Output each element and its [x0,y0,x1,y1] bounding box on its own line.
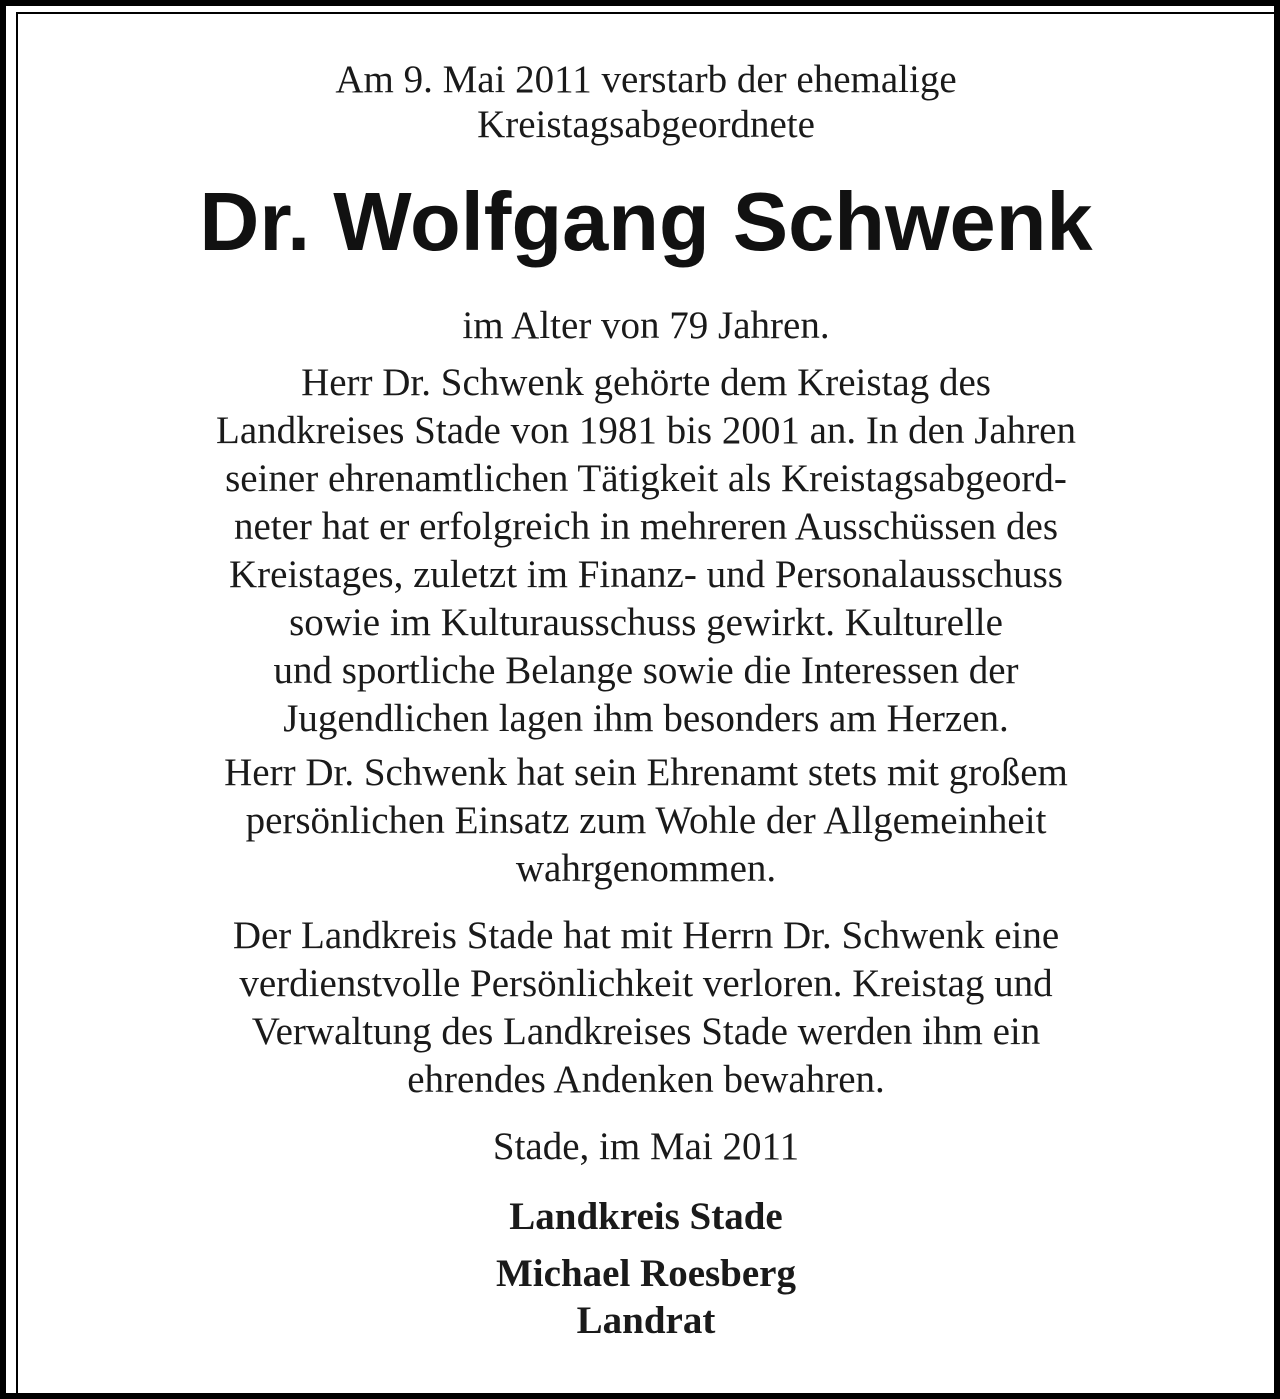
paragraph1-line: sowie im Kulturausschuss gewirkt. Kulturelle [289,601,1003,644]
paragraph3-line: Verwaltung des Landkreises Stade werden ihm ein [251,1010,1041,1053]
paragraph2-line: Herr Dr. Schwenk hat sein Ehrenamt stets mit großem [224,751,1068,794]
paragraph2-line: wahrgenommen. [515,847,777,890]
paragraph3-line: verdienstvolle Persönlichkeit verloren. Kreistag und [239,962,1053,1005]
paragraph3-line: Der Landkreis Stade hat mit Herrn Dr. Schwenk eine [232,914,1060,957]
intro-line-2: Kreistagsabgeordnete [477,103,815,146]
paragraph1-line: neter hat er erfolgreich in mehreren Ausschüssen des [233,505,1059,548]
paragraph1-line: Jugendlichen lagen ihm besonders am Herzen. [283,697,1009,740]
paragraph1-line: Kreistages, zuletzt im Finanz- und Personalausschuss [229,553,1063,596]
paragraph2-line: persönlichen Einsatz zum Wohle der Allgemeinheit [245,799,1047,842]
paragraph3-line: ehrendes Andenken bewahren. [407,1058,885,1101]
paragraph1-line: Landkreises Stade von 1981 bis 2001 an. In den Jahren [216,409,1076,452]
deceased-name: Dr. Wolfgang Schwenk [199,175,1093,268]
paragraph1-line: seiner ehrenamtlichen Tätigkeit als Kreistagsabgeord- [225,457,1067,500]
signature-organization: Landkreis Stade [509,1195,783,1238]
intro-line-1: Am 9. Mai 2011 verstarb der ehemalige [335,58,957,101]
paragraph1-line: Herr Dr. Schwenk gehörte dem Kreistag des [301,361,991,404]
place-date: Stade, im Mai 2011 [492,1125,800,1168]
paragraph1-line: und sportliche Belange sowie die Interessen der [273,649,1019,692]
age-line: im Alter von 79 Jahren. [462,304,830,347]
signature-person: Michael Roesberg [495,1252,796,1295]
signature-title: Landrat [576,1299,716,1342]
